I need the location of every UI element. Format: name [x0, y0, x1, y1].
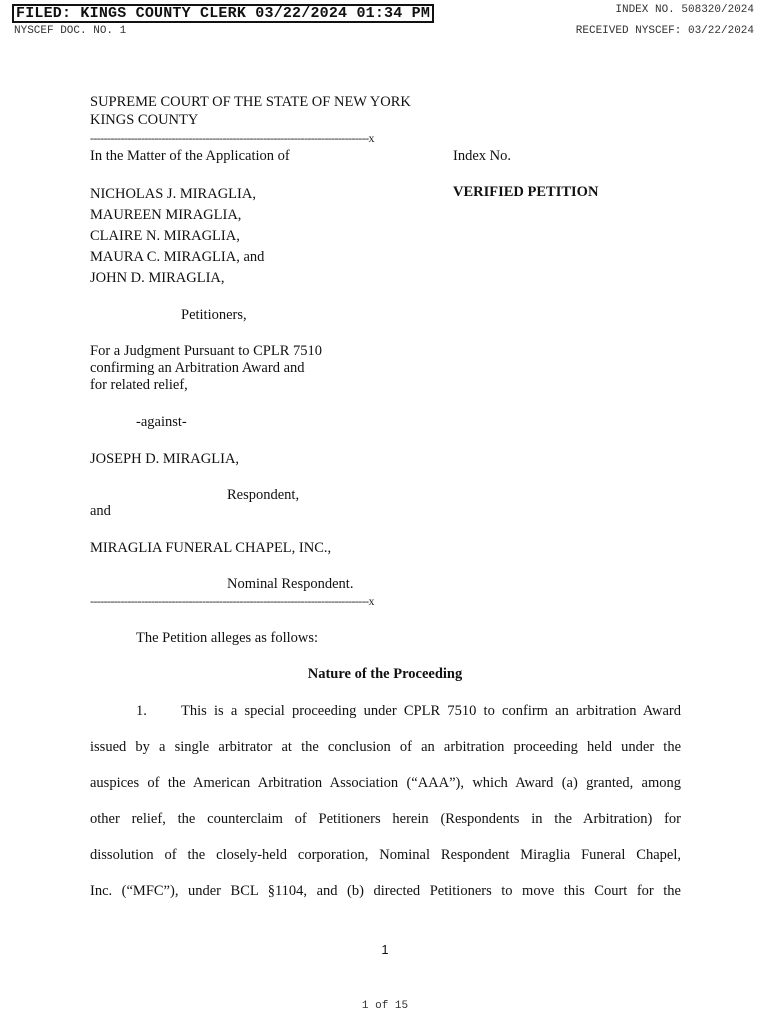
relief-line: For a Judgment Pursuant to CPLR 7510 — [90, 343, 323, 359]
petitioner-name: NICHOLAS J. MIRAGLIA, — [90, 186, 256, 202]
paragraph-line: dissolution of the closely-held corporation, Nominal Respondent Miraglia Funeral Chapel, — [90, 847, 681, 863]
section-heading: Nature of the Proceeding — [307, 666, 463, 682]
index-no-label: Index No. — [453, 148, 511, 164]
against-label: -against- — [136, 414, 187, 430]
petitioner-name: CLAIRE N. MIRAGLIA, — [90, 228, 240, 244]
paragraph-line: Inc. (“MFC”), under BCL §1104, and (b) directed Petitioners to move this Court for the — [90, 883, 681, 899]
relief-description — [90, 343, 322, 394]
paragraph-body — [90, 739, 681, 919]
caption-divider-bottom: ----------------------------------------------------------------------------------x — [90, 594, 374, 608]
document-title: VERIFIED PETITION — [453, 184, 599, 200]
respondent-name: JOSEPH D. MIRAGLIA, — [90, 451, 240, 467]
nominal-respondent-label: Nominal Respondent. — [227, 576, 354, 592]
petition-intro: The Petition alleges as follows: — [136, 630, 319, 646]
paragraph-line: auspices of the American Arbitration Association (“AAA”), which Award (a) granted, among — [90, 775, 681, 791]
relief-line: confirming an Arbitration Award and — [90, 360, 305, 376]
nyscef-doc-number: NYSCEF DOC. NO. 1 — [14, 25, 127, 37]
page-number: 1 — [381, 942, 389, 957]
page-of-total: 1 of 15 — [361, 1000, 409, 1012]
paragraph-line: issued by a single arbitrator at the conclusion of an arbitration proceeding held under the — [90, 739, 681, 755]
county-name: KINGS COUNTY — [90, 112, 199, 128]
petitioner-name: MAURA C. MIRAGLIA, and — [90, 249, 265, 265]
caption-divider-top: ----------------------------------------------------------------------------------x — [90, 131, 374, 145]
petitioner-name: JOHN D. MIRAGLIA, — [90, 270, 225, 286]
paragraph-number: 1. — [136, 703, 147, 719]
respondent-label: Respondent, — [227, 487, 300, 503]
court-name: SUPREME COURT OF THE STATE OF NEW YORK — [90, 94, 411, 110]
relief-line: for related relief, — [90, 377, 188, 393]
paragraph-first-line: This is a special proceeding under CPLR 7510 to confirm an arbitration Award — [181, 703, 681, 719]
petitioner-names — [90, 184, 264, 289]
matter-of-line: In the Matter of the Application of — [90, 148, 290, 164]
petitioners-label: Petitioners, — [181, 307, 247, 323]
paragraph-line: other relief, the counterclaim of Petitioners herein (Respondents in the Arbitration) for — [90, 811, 681, 827]
filed-stamp: FILED: KINGS COUNTY CLERK 03/22/2024 01:34 PM — [12, 4, 434, 23]
received-date: RECEIVED NYSCEF: 03/22/2024 — [575, 25, 754, 37]
and-word: and — [90, 503, 111, 519]
index-number: INDEX NO. 508320/2024 — [615, 4, 754, 16]
nominal-respondent-name: MIRAGLIA FUNERAL CHAPEL, INC., — [90, 540, 332, 556]
petitioner-name: MAUREEN MIRAGLIA, — [90, 207, 242, 223]
